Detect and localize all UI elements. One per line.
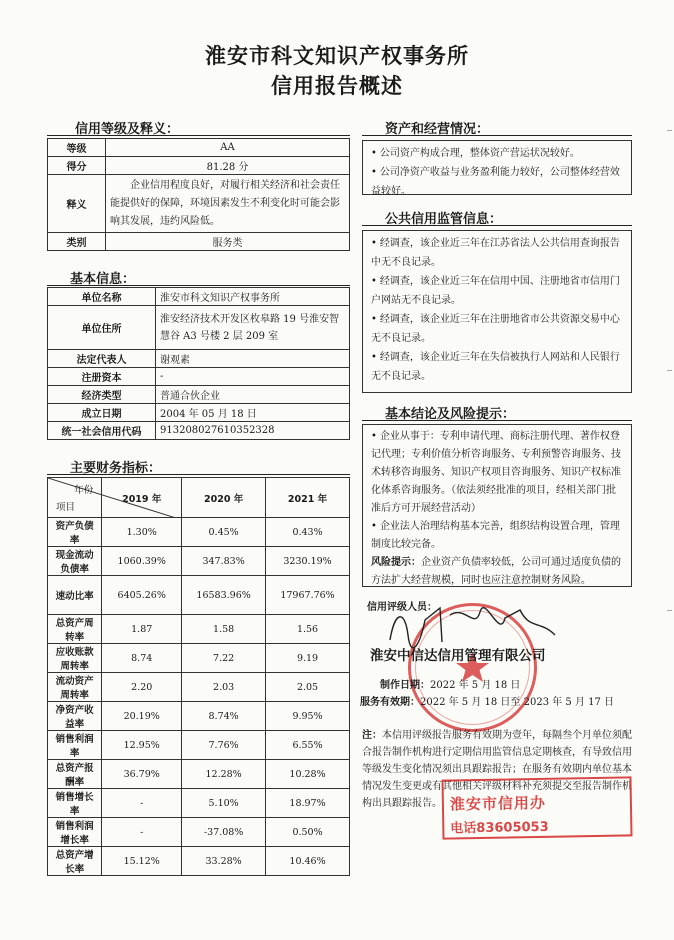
financial-row — [48, 702, 350, 731]
financial-cell: 9.95% — [266, 702, 350, 731]
conclusion-box — [362, 424, 632, 587]
financial-cell: 5.10% — [182, 789, 266, 818]
financial-table — [47, 477, 350, 876]
corner-year-label: 年份 — [74, 485, 94, 496]
credit-row — [48, 233, 350, 251]
public-item: • 经调查，该企业近三年在注册地省市公共资源交易中心无不良记录。 — [371, 310, 623, 348]
credit-section-heading: 信用等级及释义： — [75, 122, 180, 137]
financial-cell: 6.55% — [266, 731, 350, 760]
basic-heading-rule — [47, 285, 350, 286]
conclusion-item: • 企业法人治理结构基本完善，组织结构设置合理，管理制度比较完备。 — [371, 518, 623, 554]
corner-item-label: 项目 — [56, 502, 76, 513]
conclusion-item: • 企业从事于：专利申请代理、商标注册代理、著作权登记代理；专利价值分析咨询服务、专利预警咨询服务、技术转移咨询服务、知识产权项目咨询服务、知识产权标准化体系咨询服务。（依法须经批准的项目，经相关部门批准后方可开展经营活动） — [371, 428, 623, 518]
financial-cell: 2.03 — [182, 673, 266, 702]
financial-cell: 9.19 — [266, 644, 350, 673]
make-date-value: 2022 年 5 月 18 日 — [430, 680, 521, 691]
basic-row — [48, 350, 350, 368]
financial-row — [48, 518, 350, 547]
basic-label: 注册资本 — [48, 368, 156, 386]
credit-row — [48, 157, 350, 175]
financial-row-label: 销售利润率 — [48, 731, 102, 760]
note-text: 本信用评级报告服务有效期为壹年，每隔叁个月单位须配合报告制作机构进行定期信用监管信息定期核查，有导致信用等级发生变化情况须出具跟踪报告；在服务有效期内单位基本情况发生变更或有其他相关评级材料补充须提交至报告制作机构出具跟踪报告。 — [362, 730, 632, 809]
financial-header-row — [48, 478, 350, 518]
basic-row — [48, 386, 350, 404]
valid-period-line — [360, 693, 614, 708]
financial-cell: 1060.39% — [102, 547, 182, 576]
basic-row — [48, 368, 350, 386]
make-date-label: 制作日期： — [380, 680, 430, 691]
basic-value: 淮安市科文知识产权事务所 — [156, 288, 350, 306]
basic-row — [48, 288, 350, 306]
financial-section-heading: 主要财务指标： — [70, 461, 162, 476]
financial-row — [48, 818, 350, 847]
financial-row-label: 销售利润增长率 — [48, 818, 102, 847]
corner-cell — [48, 478, 102, 518]
valid-period-value: 2022 年 5 月 18 日至 2023 年 5 月 17 日 — [420, 697, 615, 708]
financial-row-label: 现金流动负债率 — [48, 547, 102, 576]
credit-table — [47, 138, 350, 251]
credit-label: 得分 — [48, 157, 106, 175]
report-title-line1: 淮安市科文知识产权事务所 — [205, 44, 469, 68]
financial-cell: 1.56 — [266, 615, 350, 644]
financial-row — [48, 760, 350, 789]
financial-cell: 2.20 — [102, 673, 182, 702]
financial-cell: 7.22 — [182, 644, 266, 673]
asset-heading-rule — [362, 135, 632, 136]
credit-value: AA — [106, 139, 350, 157]
credit-office-stamp — [441, 776, 632, 839]
financial-row-label: 总资产周转率 — [48, 615, 102, 644]
asset-item: • 公司资产构成合理，整体资产营运状况较好。 — [371, 144, 623, 163]
asset-box — [362, 140, 632, 195]
financial-cell: 3230.19% — [266, 547, 350, 576]
credit-value: 服务类 — [106, 233, 350, 251]
financial-row — [48, 789, 350, 818]
basic-row — [48, 306, 350, 350]
financial-cell: 0.43% — [266, 518, 350, 547]
year-header: 2021 年 — [266, 478, 350, 518]
financial-cell: 17967.76% — [266, 576, 350, 615]
basic-label: 经济类型 — [48, 386, 156, 404]
financial-row-label: 资产负债率 — [48, 518, 102, 547]
stamp-office-name: 淮安市信用办 — [449, 793, 547, 814]
year-header: 2019 年 — [102, 478, 182, 518]
public-item: • 经调查，该企业近三年在失信被执行人网站和人民银行无不良记录。 — [371, 348, 623, 386]
financial-cell: 33.28% — [182, 847, 266, 876]
credit-row — [48, 139, 350, 157]
credit-heading-rule — [47, 135, 350, 136]
financial-cell: 2.05 — [266, 673, 350, 702]
basic-value: 普通合伙企业 — [156, 386, 350, 404]
financial-row — [48, 547, 350, 576]
financial-row — [48, 644, 350, 673]
make-date-line — [380, 676, 520, 691]
financial-cell: 8.74 — [102, 644, 182, 673]
financial-cell: 1.87 — [102, 615, 182, 644]
stamp-phone: 电话83605053 — [450, 819, 549, 837]
financial-row — [48, 731, 350, 760]
basic-row — [48, 404, 350, 422]
basic-value: 2004 年 05 月 18 日 — [156, 404, 350, 422]
financial-cell: 15.12% — [102, 847, 182, 876]
public-heading-rule — [362, 225, 632, 226]
basic-value: - — [156, 368, 350, 386]
financial-cell: 7.76% — [182, 731, 266, 760]
financial-cell: 36.79% — [102, 760, 182, 789]
financial-row — [48, 576, 350, 615]
issuer-name: 淮安中信达信用管理有限公司 — [370, 648, 546, 664]
conclusion-section-heading: 基本结论及风险提示： — [385, 407, 516, 422]
basic-row — [48, 422, 350, 440]
financial-cell: - — [102, 818, 182, 847]
financial-cell: 16583.96% — [182, 576, 266, 615]
financial-body — [48, 518, 350, 876]
basic-value: 淮安经济技术开发区枚皋路 19 号淮安智慧谷 A3 号楼 2 层 209 室 — [156, 306, 350, 350]
financial-cell: -37.08% — [182, 818, 266, 847]
financial-row — [48, 847, 350, 876]
credit-row — [48, 175, 350, 233]
credit-label: 释义 — [48, 175, 106, 233]
rater-label: 信用评级人员： — [367, 602, 437, 613]
scan-edge-mark — [667, 610, 672, 611]
financial-row-label: 应收账款周转率 — [48, 644, 102, 673]
financial-row-label: 总资产增长率 — [48, 847, 102, 876]
financial-cell: 12.28% — [182, 760, 266, 789]
basic-label: 统一社会信用代码 — [48, 422, 156, 440]
basic-value: 谢观素 — [156, 350, 350, 368]
financial-row-label: 总资产报酬率 — [48, 760, 102, 789]
report-title-line2: 信用报告概述 — [271, 74, 403, 98]
basic-label: 法定代表人 — [48, 350, 156, 368]
financial-cell: 1.58 — [182, 615, 266, 644]
financial-cell: 10.46% — [266, 847, 350, 876]
financial-cell: 347.83% — [182, 547, 266, 576]
note-label: 注： — [362, 730, 382, 741]
public-item: • 经调查，该企业近三年在江苏省法人公共信用查询报告中无不良记录。 — [371, 234, 623, 272]
financial-row — [48, 673, 350, 702]
financial-cell: 0.50% — [266, 818, 350, 847]
financial-cell: 20.19% — [102, 702, 182, 731]
scan-edge-mark — [667, 370, 672, 371]
asset-item: • 公司净资产收益与业务盈利能力较好，公司整体经营效益较好。 — [371, 163, 623, 201]
financial-row-label: 流动资产周转率 — [48, 673, 102, 702]
financial-cell: 18.97% — [266, 789, 350, 818]
credit-value: 81.28 分 — [106, 157, 350, 175]
basic-value: 913208027610352328 — [156, 422, 350, 440]
basic-info-table — [47, 287, 350, 440]
credit-value: 企业信用程度良好，对履行相关经济和社会责任能提供好的保障，环境因素发生不利变化时可能会影响其发展，违约风险低。 — [106, 175, 350, 233]
basic-label: 成立日期 — [48, 404, 156, 422]
risk-paragraph — [371, 554, 623, 590]
public-section-heading: 公共信用监管信息： — [385, 212, 503, 227]
financial-row-label: 速动比率 — [48, 576, 102, 615]
financial-cell: 1.30% — [102, 518, 182, 547]
risk-label: 风险提示： — [371, 557, 421, 568]
financial-row — [48, 615, 350, 644]
credit-label: 类别 — [48, 233, 106, 251]
financial-cell: 0.45% — [182, 518, 266, 547]
credit-label: 等级 — [48, 139, 106, 157]
financial-heading-rule — [47, 474, 350, 475]
financial-cell: 6405.26% — [102, 576, 182, 615]
year-header: 2020 年 — [182, 478, 266, 518]
public-item: • 经调查，该企业近三年在信用中国、注册地省市信用门户网站无不良记录。 — [371, 272, 623, 310]
financial-cell: 8.74% — [182, 702, 266, 731]
financial-cell: - — [102, 789, 182, 818]
financial-cell: 10.28% — [266, 760, 350, 789]
scan-edge-mark — [667, 130, 672, 131]
basic-section-heading: 基本信息： — [70, 272, 136, 287]
risk-text: 企业资产负债率较低，公司可通过适度负债的方法扩大经营规模，同时也应注意控制财务风险。 — [371, 557, 621, 586]
valid-period-label: 服务有效期： — [360, 697, 420, 708]
conclusion-heading-rule — [362, 420, 632, 421]
basic-label: 单位住所 — [48, 306, 156, 350]
financial-cell: 12.95% — [102, 731, 182, 760]
public-credit-box — [362, 230, 632, 393]
financial-row-label: 净资产收益率 — [48, 702, 102, 731]
basic-label: 单位名称 — [48, 288, 156, 306]
asset-section-heading: 资产和经营情况： — [385, 122, 490, 137]
financial-row-label: 销售增长率 — [48, 789, 102, 818]
